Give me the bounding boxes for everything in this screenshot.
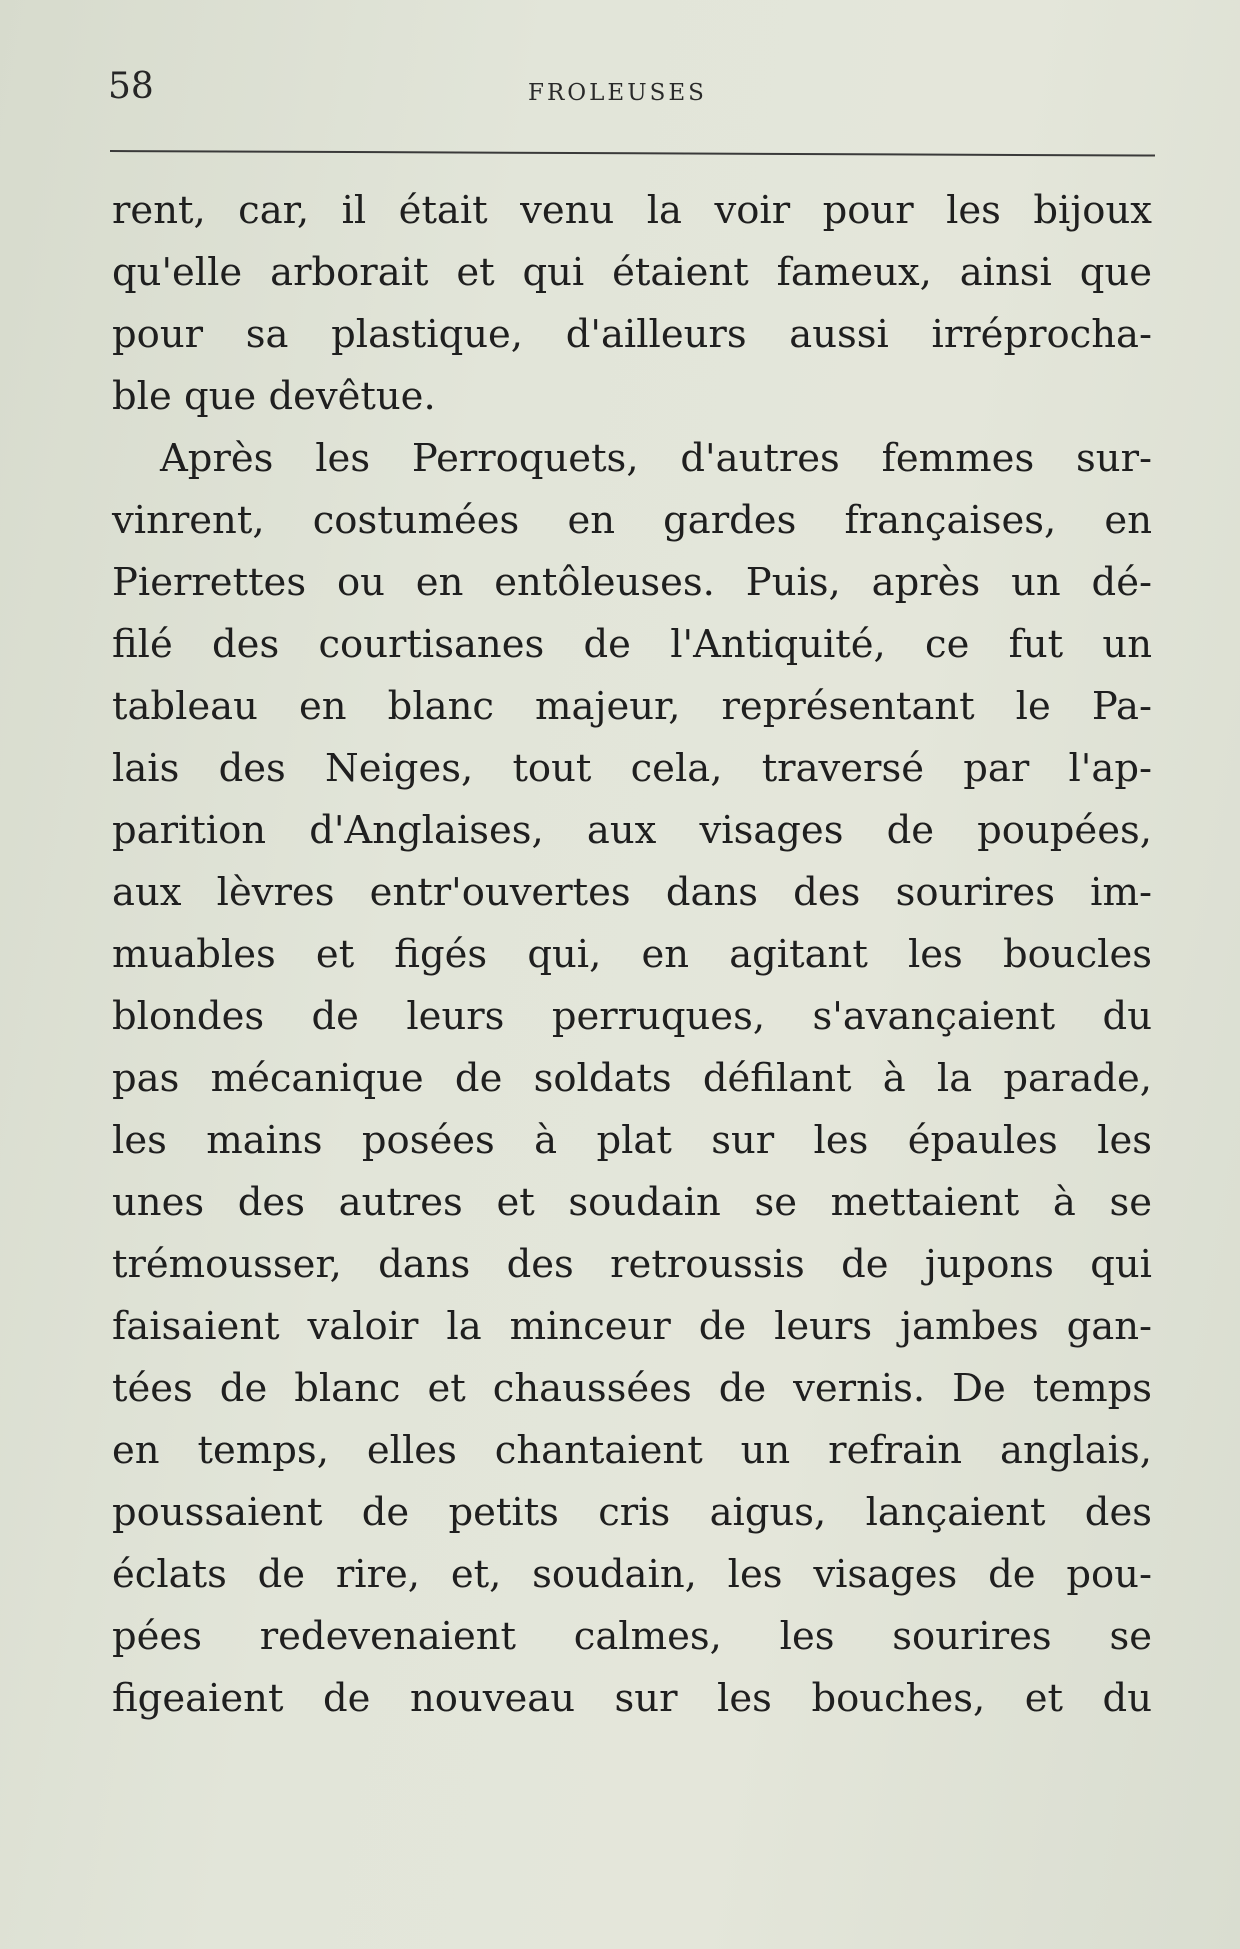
text-line: trémousser, dans des retroussis de jupons qui xyxy=(112,1242,1152,1287)
text-line: pour sa plastique, d'ailleurs aussi irréprocha- xyxy=(112,312,1152,357)
text-line: tées de blanc et chaussées de vernis. De temps xyxy=(112,1366,1152,1411)
text-line: éclats de rire, et, soudain, les visages de pou- xyxy=(112,1552,1152,1597)
text-line: qu'elle arborait et qui étaient fameux, ainsi que xyxy=(112,250,1152,295)
text-line: Après les Perroquets, d'autres femmes sur- xyxy=(160,436,1152,481)
page-header xyxy=(108,66,1158,126)
text-line: rent, car, il était venu la voir pour les bijoux xyxy=(112,188,1152,233)
text-line: vinrent, costumées en gardes françaises, en xyxy=(112,498,1152,543)
text-line: aux lèvres entr'ouvertes dans des sourires im- xyxy=(112,870,1152,915)
text-line: muables et figés qui, en agitant les boucles xyxy=(112,932,1152,977)
text-line: Pierrettes ou en entôleuses. Puis, après un dé- xyxy=(112,560,1152,605)
running-title: FROLEUSES xyxy=(528,80,707,106)
text-line: pas mécanique de soldats défilant à la parade, xyxy=(112,1056,1152,1101)
header-rule xyxy=(110,150,1155,157)
text-line: ble que devêtue. xyxy=(112,374,436,419)
text-line: lais des Neiges, tout cela, traversé par l'ap- xyxy=(112,746,1152,791)
text-line: unes des autres et soudain se mettaient à se xyxy=(112,1180,1152,1225)
text-line: les mains posées à plat sur les épaules les xyxy=(112,1118,1152,1163)
text-line: blondes de leurs perruques, s'avançaient du xyxy=(112,994,1152,1039)
text-line: pées redevenaient calmes, les sourires se xyxy=(112,1614,1152,1659)
text-line: tableau en blanc majeur, représentant le Pa- xyxy=(112,684,1152,729)
text-line: figeaient de nouveau sur les bouches, et du xyxy=(112,1676,1152,1721)
text-line: faisaient valoir la minceur de leurs jambes gan- xyxy=(112,1304,1152,1349)
page-number: 58 xyxy=(108,66,154,107)
body-text xyxy=(112,180,1152,1730)
text-line: filé des courtisanes de l'Antiquité, ce fut un xyxy=(112,622,1152,667)
text-line: parition d'Anglaises, aux visages de poupées, xyxy=(112,808,1152,853)
text-line: en temps, elles chantaient un refrain anglais, xyxy=(112,1428,1152,1473)
text-line: poussaient de petits cris aigus, lançaient des xyxy=(112,1490,1152,1535)
